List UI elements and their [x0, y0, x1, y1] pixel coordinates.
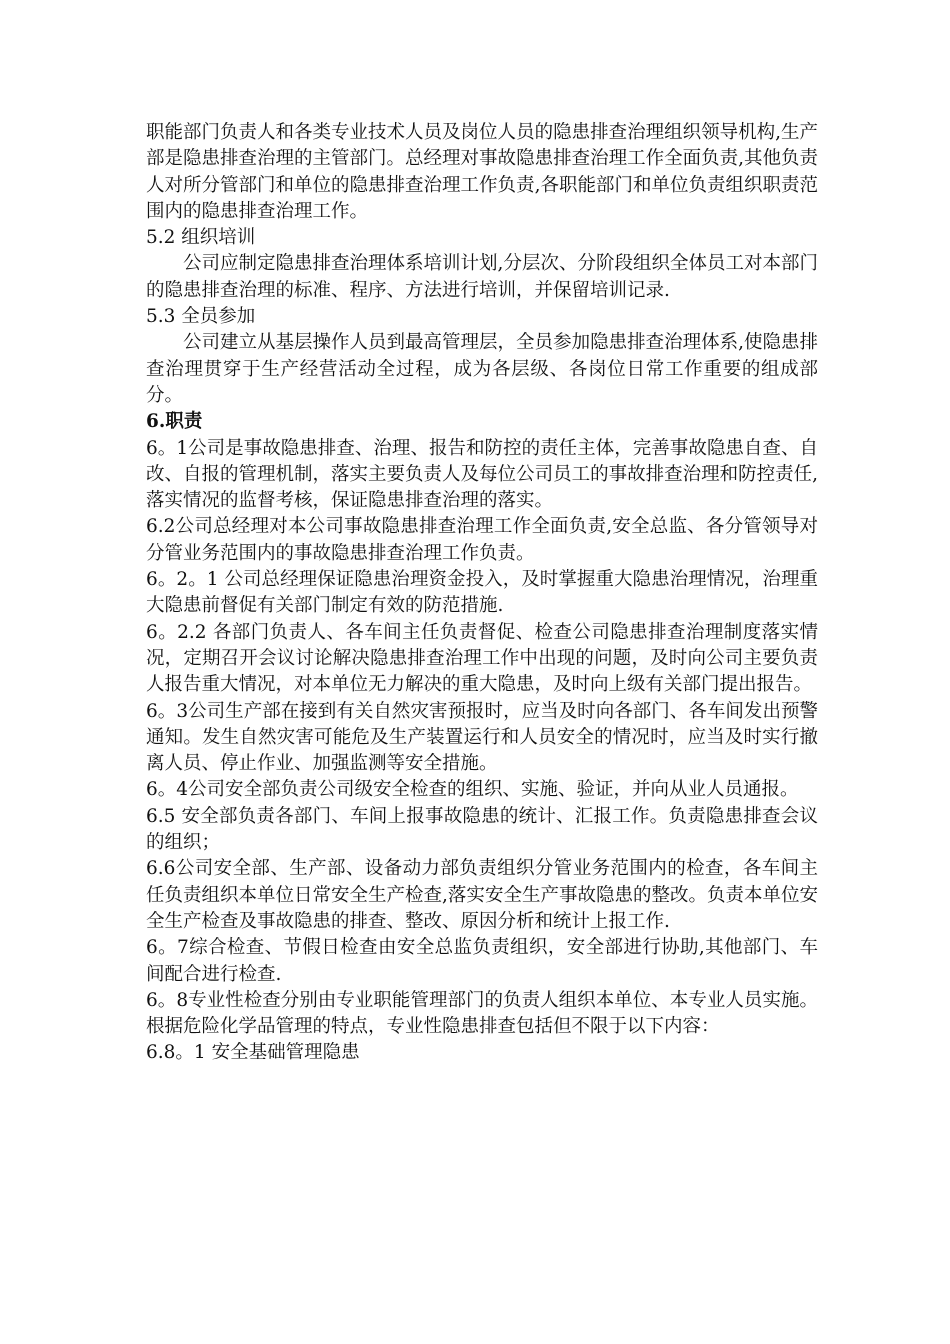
- section-heading-6: 6.职责: [146, 411, 203, 433]
- paragraph-6-4: 6。4公司安全部负责公司级安全检查的组织、实施、验证，并向从业人员通报。: [146, 779, 799, 801]
- paragraph-6-7: 6。7综合检查、节假日检查由安全总监负责组织，安全部进行协助,其他部门、车间配合进行检查.: [146, 937, 818, 985]
- paragraph-5-3: 公司建立从基层操作人员到最高管理层，全员参加隐患排查治理体系,使隐患排查治理贯穿于生产经营活动全过程，成为各层级、各岗位日常工作重要的组成部分。: [146, 332, 818, 406]
- paragraph-6-2-2: 6。2.2 各部门负责人、各车间主任负责督促、检查公司隐患排查治理制度落实情况，定期召开会议讨论解决隐患排查治理工作中出现的问题，及时向公司主要负责人报告重大情况，对本单位无力解决的重大隐患，及时向上级有关部门提出报告。: [146, 621, 818, 696]
- paragraph-6-5: 6.5 安全部负责各部门、车间上报事故隐患的统计、汇报工作。负责隐患排查会议的组织；: [146, 805, 818, 854]
- document-page: [146, 120, 818, 1067]
- paragraph-6-2-1: 6。2。1 公司总经理保证隐患治理资金投入，及时掌握重大隐患治理情况，治理重大隐患前督促有关部门制定有效的防范措施.: [146, 569, 818, 617]
- paragraph-6-8: 6。8专业性检查分别由专业职能管理部门的负责人组织本单位、本专业人员实施。根据危险化学品管理的特点，专业性隐患排查包括但不限于以下内容：: [146, 989, 818, 1038]
- section-heading-5-3: 5.3 全员参加: [146, 306, 256, 328]
- paragraph-6-8-1: 6.8。1 安全基础管理隐患: [146, 1042, 360, 1064]
- paragraph-6-2: 6.2公司总经理对本公司事故隐患排查治理工作全面负责,安全总监、各分管领导对分管业务范围内的事故隐患排查治理工作负责。: [146, 516, 818, 564]
- paragraph-6-6: 6.6公司安全部、生产部、设备动力部负责组织分管业务范围内的检查，各车间主任负责组织本单位日常安全生产检查,落实安全生产事故隐患的整改。负责本单位安全生产检查及事故隐患的排查、整改、原因分析和统计上报工作.: [146, 858, 818, 932]
- paragraph-6-1: 6。1公司是事故隐患排查、治理、报告和防控的责任主体，完善事故隐患自查、自改、自报的管理机制，落实主要负责人及每位公司员工的事故排查治理和防控责任,落实情况的监督考核，保证隐患排查治理的落实。: [146, 437, 818, 512]
- paragraph-5-2: 公司应制定隐患排查治理体系培训计划,分层次、分阶段组织全体员工对本部门的隐患排查治理的标准、程序、方法进行培训，并保留培训记录.: [146, 253, 818, 301]
- paragraph-intro: 职能部门负责人和各类专业技术人员及岗位人员的隐患排查治理组织领导机构,生产部是隐患排查治理的主管部门。总经理对事故隐患排查治理工作全面负责,其他负责人对所分管部门和单位的隐患排查治理工作负责,各职能部门和单位负责组织职责范围内的隐患排查治理工作。: [146, 122, 818, 222]
- paragraph-6-3: 6。3公司生产部在接到有关自然灾害预报时，应当及时向各部门、各车间发出预警通知。发生自然灾害可能危及生产装置运行和人员安全的情况时，应当及时实行撤离人员、停止作业、加强监测等安全措施。: [146, 700, 818, 775]
- section-heading-5-2: 5.2 组织培训: [146, 227, 256, 249]
